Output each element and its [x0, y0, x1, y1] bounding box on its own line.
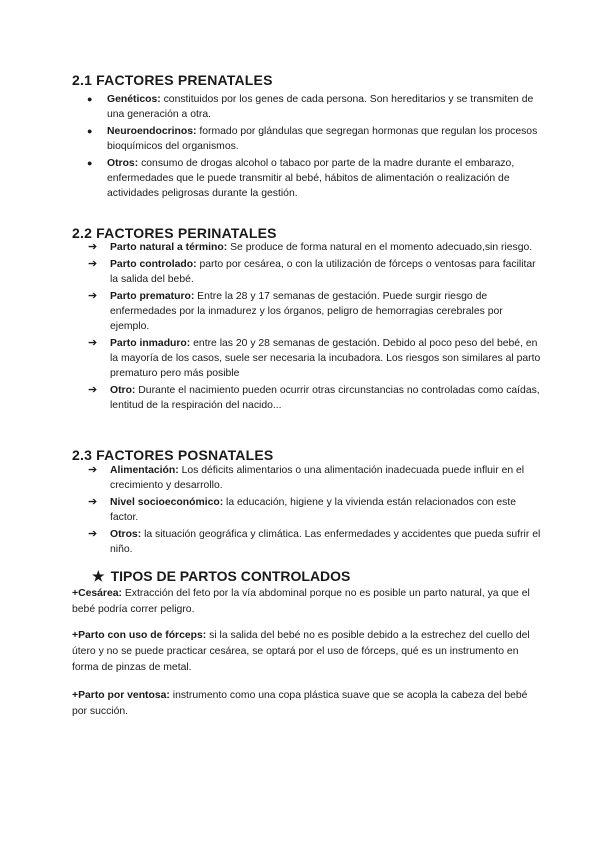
- item-label: Nivel socioeconómico:: [110, 497, 224, 508]
- arrow-right-icon: ➔: [88, 337, 98, 349]
- item-text: Los déficits alimentarios o una alimentación inadecuada puede influir en el crecimiento y desarrollo.: [110, 465, 525, 491]
- bullet-dot-icon: ●: [87, 158, 93, 168]
- list-item: [80, 92, 540, 122]
- item-text: entre las 20 y 28 semanas de gestación. Debido al poco peso del bebé, en la mayoría de los casos, suele ser necesaria la incubadora. Los riesgos son similares al parto prematuro pero más posible: [110, 338, 541, 379]
- arrow-right-icon: ➔: [88, 464, 98, 476]
- partos-heading-text: TIPOS DE PARTOS CONTROLADOS: [110, 568, 351, 584]
- item-label: Otros:: [107, 158, 139, 169]
- item-label: Genéticos:: [107, 94, 161, 105]
- arrow-right-icon: ➔: [88, 496, 98, 508]
- section-heading-posnatales: 2.3 FACTORES POSNATALES: [72, 447, 274, 463]
- paragraph-label: +Parto con uso de fórceps:: [72, 630, 207, 641]
- item-label: Parto natural a término:: [110, 242, 228, 253]
- paragraph-forceps: [72, 628, 532, 676]
- posnatales-list: [83, 463, 543, 559]
- list-item: [80, 156, 540, 201]
- list-item: [83, 495, 543, 525]
- arrow-right-icon: ➔: [88, 241, 98, 253]
- item-text: Entre la 28 y 17 semanas de gestación. Puede surgir riesgo de enfermedades por la inmadurez y los órganos, peligro de hemorragias cerebrales por ejemplo.: [110, 291, 503, 332]
- item-label: Alimentación:: [110, 465, 179, 476]
- arrow-right-icon: ➔: [88, 528, 98, 540]
- item-text: la educación, higiene y la vivienda están relacionados con este factor.: [110, 497, 517, 523]
- item-text: Se produce de forma natural en el momento adecuado,sin riesgo.: [227, 242, 533, 253]
- prenatales-list: [80, 92, 540, 203]
- item-label: Otro:: [110, 385, 136, 396]
- item-text: parto por cesárea, o con la utilización de fórceps o ventosas para facilitar la salida del bebé.: [110, 259, 536, 285]
- item-label: Neuroendocrinos:: [107, 126, 197, 137]
- item-label: Otros:: [110, 529, 142, 540]
- perinatales-list: [83, 240, 543, 415]
- paragraph-cesarea: [72, 586, 532, 618]
- arrow-right-icon: ➔: [88, 290, 98, 302]
- bullet-dot-icon: ●: [87, 94, 93, 104]
- item-label: Parto prematuro:: [110, 291, 195, 302]
- list-item: [83, 240, 543, 255]
- arrow-right-icon: ➔: [88, 384, 98, 396]
- paragraph-text: Extracción del feto por la vía abdominal porque no es posible un parto natural, ya que el bebé podría correr peligro.: [72, 588, 530, 615]
- item-text: la situación geográfica y climática. Las enfermedades y accidentes que pueda sufrir el niño.: [110, 529, 541, 555]
- item-text: formado por glándulas que segregan hormonas que regulan los procesos bioquímicos del organismos.: [107, 126, 538, 152]
- paragraph-label: +Cesárea:: [72, 588, 122, 599]
- list-item: [83, 336, 543, 381]
- list-item: [83, 383, 543, 413]
- item-label: Parto controlado:: [110, 259, 197, 270]
- item-text: consumo de drogas alcohol o tabaco por parte de la madre durante el embarazo, enfermedades que le puede transmitir al bebé, hábitos de alimentación o realización de actividades peligrosas durante la gestión.: [107, 158, 515, 199]
- list-item: [83, 289, 543, 334]
- star-icon: ★: [92, 568, 105, 584]
- section-heading-perinatales: 2.2 FACTORES PERINATALES: [72, 225, 277, 241]
- item-label: Parto inmaduro:: [110, 338, 191, 349]
- list-item: [83, 527, 543, 557]
- paragraph-ventosa: [72, 688, 532, 720]
- paragraph-label: +Parto por ventosa:: [72, 690, 170, 701]
- list-item: [83, 463, 543, 493]
- item-text: constituidos por los genes de cada persona. Son hereditarios y se transmiten de una generación a otra.: [107, 94, 534, 120]
- paragraph-text: si la salida del bebé no es posible debido a la estrechez del cuello del útero y no se puede practicar cesárea, se optará por el uso de fórceps, qué es un instrumento en forma de pinzas de metal.: [72, 630, 530, 673]
- paragraph-text: instrumento como una copa plástica suave que se acopla la cabeza del bebé por succión.: [72, 690, 528, 717]
- partos-heading: [92, 568, 350, 585]
- list-item: [80, 124, 540, 154]
- list-item: [83, 257, 543, 287]
- section-heading-prenatales: 2.1 FACTORES PRENATALES: [72, 72, 273, 88]
- bullet-dot-icon: ●: [87, 126, 93, 136]
- item-text: Durante el nacimiento pueden ocurrir otras circunstancias no controladas como caídas, lentitud de la respiración del nacido...: [110, 385, 540, 411]
- arrow-right-icon: ➔: [88, 258, 98, 270]
